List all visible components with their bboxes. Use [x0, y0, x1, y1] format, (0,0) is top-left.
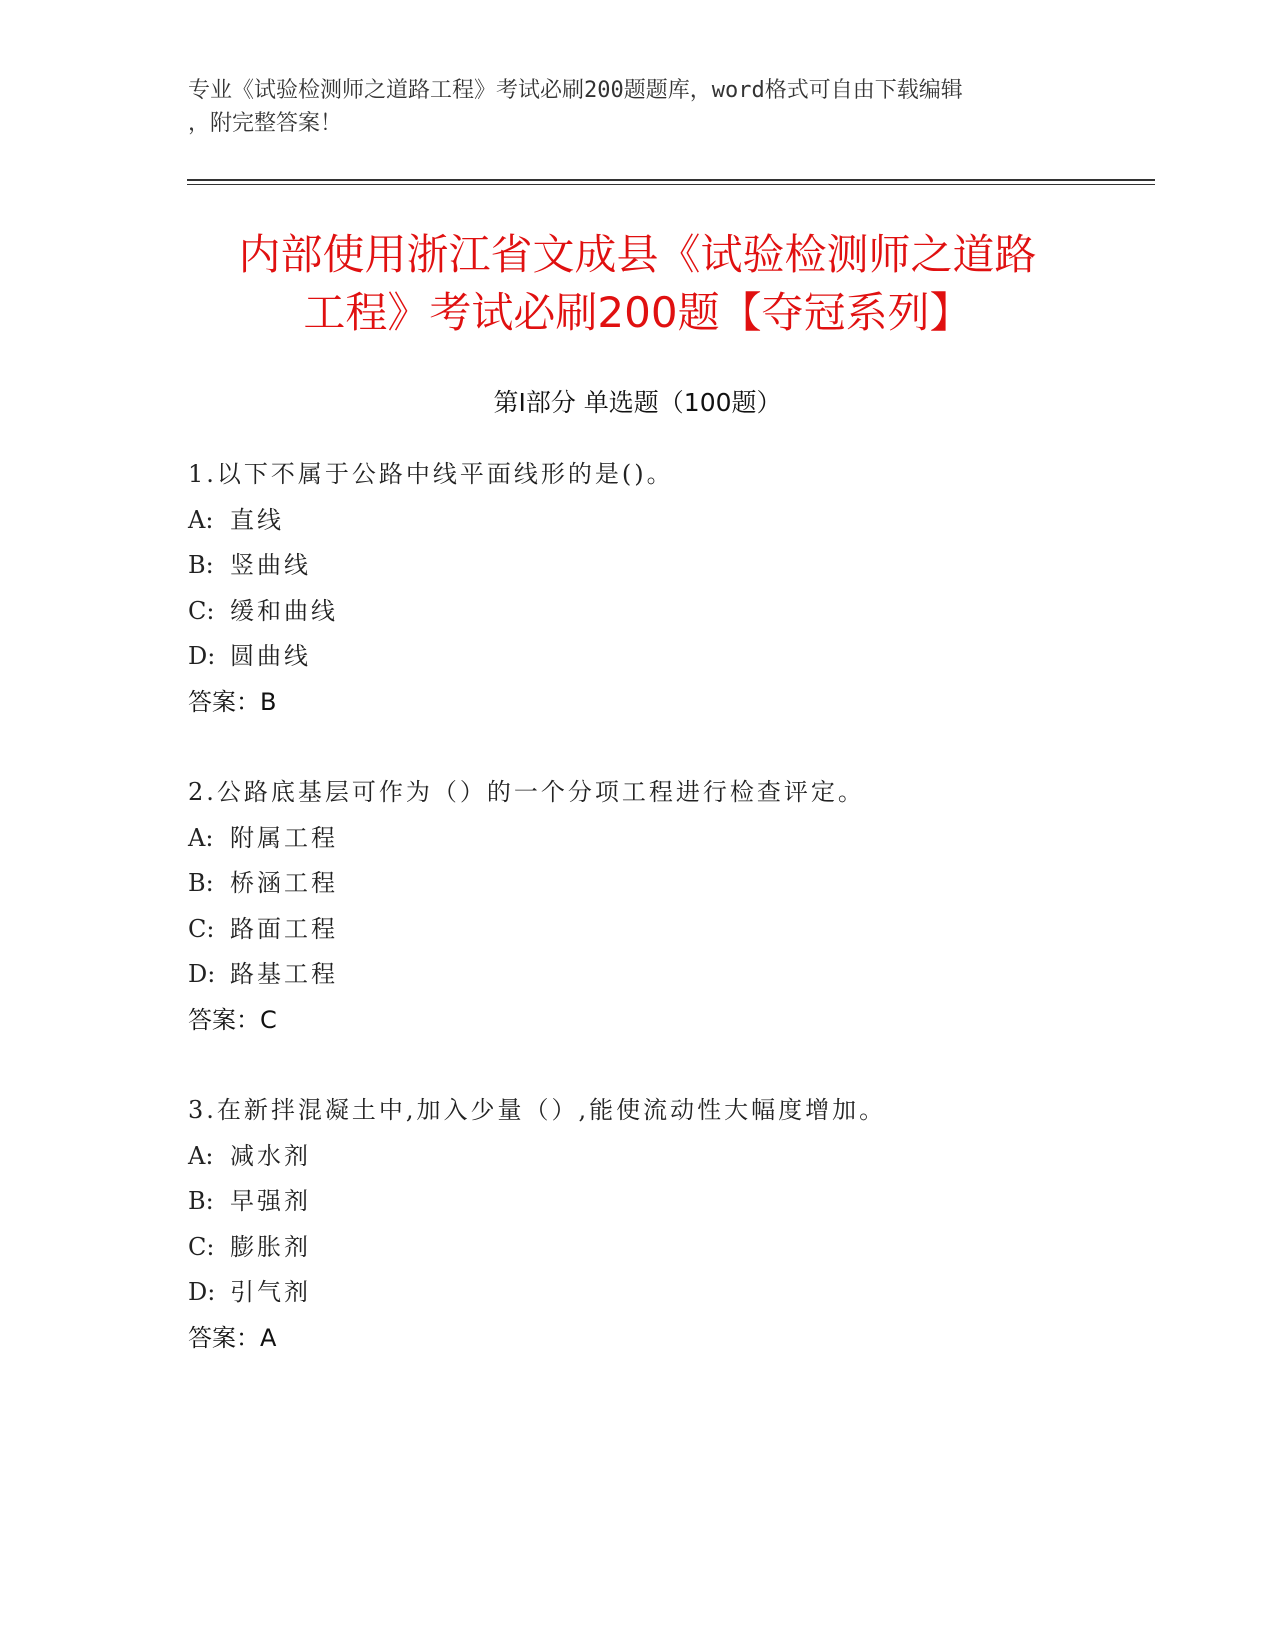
option-key: C:	[188, 596, 215, 625]
option-text: 附属工程	[230, 823, 338, 852]
option-key: D:	[188, 960, 216, 988]
option-text: 圆曲线	[230, 642, 311, 670]
question-3	[188, 1088, 1148, 1361]
option-b	[188, 543, 1148, 589]
option-text: 引气剂	[230, 1278, 311, 1306]
header-divider-thin	[187, 184, 1155, 185]
header-note-line1: 专业《试验检测师之道路工程》考试必刷200题题库，word格式可自由下载编辑	[188, 78, 963, 103]
question-stem: 1.以下不属于公路中线平面线形的是()。	[188, 460, 674, 488]
question-1	[188, 452, 1148, 725]
option-text: 竖曲线	[230, 551, 311, 579]
option-d	[188, 952, 1148, 998]
option-text: 减水剂	[230, 1141, 311, 1170]
option-text: 路基工程	[230, 960, 338, 988]
option-key: C:	[188, 1232, 215, 1261]
section-title: 第Ⅰ部分 单选题（100题）	[493, 388, 782, 417]
option-text: 膨胀剂	[230, 1232, 311, 1261]
header-note-line2: ，附完整答案！	[188, 111, 343, 136]
option-key: B:	[188, 551, 214, 579]
option-key: A:	[188, 505, 214, 534]
option-key: A:	[188, 823, 214, 852]
option-key: C:	[188, 914, 215, 943]
option-c	[188, 1225, 1148, 1271]
option-key: D:	[188, 1278, 216, 1306]
header-note	[188, 74, 1068, 140]
option-key: B:	[188, 869, 214, 897]
answer: 答案：B	[188, 687, 277, 716]
document-title	[150, 226, 1125, 342]
option-d	[188, 634, 1148, 680]
question-stem: 3.在新拌混凝土中,加入少量（）,能使流动性大幅度增加。	[188, 1096, 887, 1124]
option-text: 桥涵工程	[230, 869, 338, 897]
option-key: B:	[188, 1187, 214, 1215]
option-key: D:	[188, 642, 216, 670]
option-text: 路面工程	[230, 914, 338, 943]
document-title-line1: 内部使用浙江省文成县《试验检测师之道路	[238, 230, 1037, 279]
option-a	[188, 1134, 1148, 1180]
option-d	[188, 1270, 1148, 1316]
option-c	[188, 589, 1148, 635]
option-text: 缓和曲线	[230, 596, 338, 625]
question-2	[188, 770, 1148, 1043]
option-b	[188, 861, 1148, 907]
header-divider-thick	[187, 179, 1155, 181]
option-key: A:	[188, 1141, 214, 1170]
option-c	[188, 907, 1148, 953]
option-b	[188, 1179, 1148, 1225]
option-text: 早强剂	[230, 1187, 311, 1215]
answer: 答案：A	[188, 1323, 277, 1352]
option-text: 直线	[230, 505, 284, 534]
option-a	[188, 816, 1148, 862]
option-a	[188, 498, 1148, 544]
question-stem: 2.公路底基层可作为（）的一个分项工程进行检查评定。	[188, 778, 865, 806]
document-title-line2: 工程》考试必刷200题【夺冠系列】	[303, 288, 972, 337]
answer: 答案：C	[188, 1005, 277, 1034]
